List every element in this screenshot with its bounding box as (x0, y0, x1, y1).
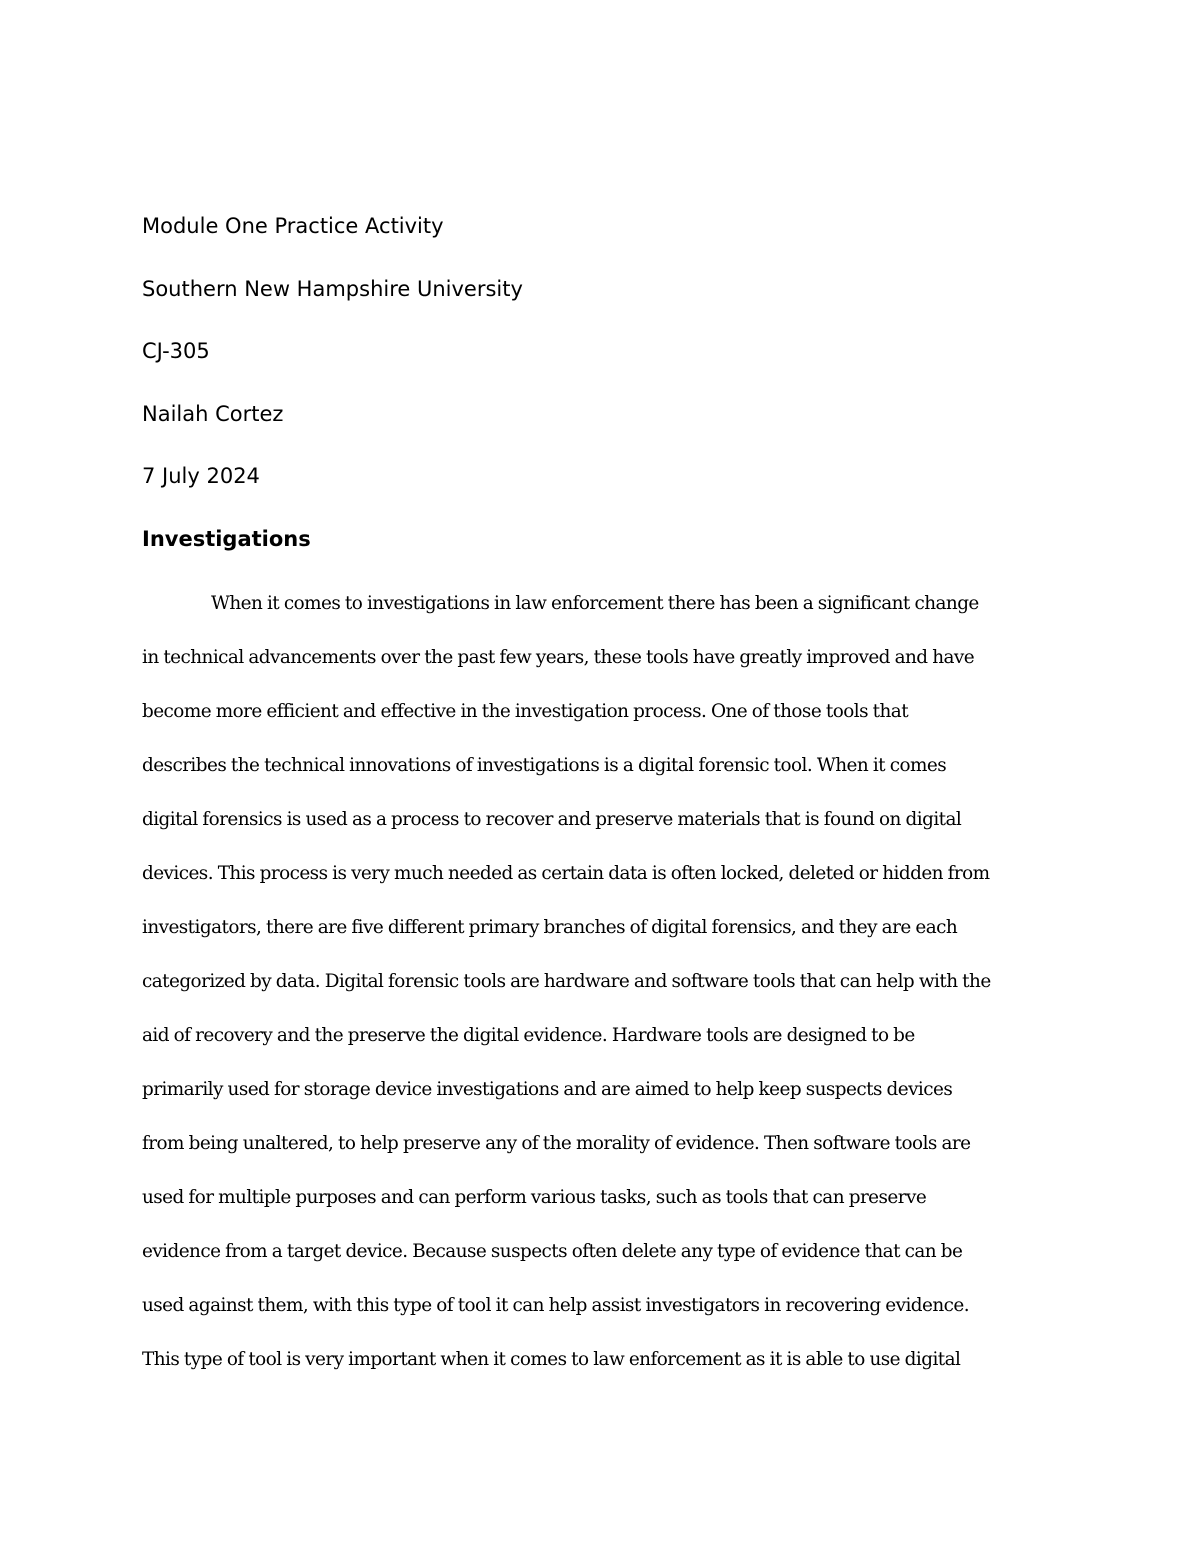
paragraph-line: from being unaltered, to help preserve any of the morality of evidence. Then software tools are (142, 1133, 971, 1154)
paragraph-line: aid of recovery and the preserve the digital evidence. Hardware tools are designed to be (142, 1025, 915, 1046)
paragraph-line: in technical advancements over the past few years, these tools have greatly improved and have (142, 647, 975, 668)
paragraph-line: investigators, there are five different primary branches of digital forensics, and they are each (142, 917, 958, 938)
title-page-block (142, 208, 1062, 558)
paragraph-line: This type of tool is very important when it comes to law enforcement as it is able to use digital (142, 1349, 961, 1370)
document-title: Module One Practice Activity (142, 214, 444, 238)
paragraph-line: used against them, with this type of tool it can help assist investigators in recovering evidence. (142, 1295, 969, 1316)
body-paragraph (142, 577, 1082, 1387)
section-heading: Investigations (142, 526, 311, 551)
document-date: 7 July 2024 (142, 464, 260, 489)
author-name: Nailah Cortez (142, 401, 284, 426)
paragraph-line: digital forensics is used as a process to recover and preserve materials that is found on digital (142, 809, 962, 830)
course-code: CJ-305 (142, 339, 210, 364)
paragraph-line: categorized by data. Digital forensic tools are hardware and software tools that can help with the (142, 971, 991, 992)
paragraph-line: describes the technical innovations of investigations is a digital forensic tool. When it comes (142, 755, 947, 776)
institution-name: Southern New Hampshire University (142, 276, 523, 301)
paragraph-line: used for multiple purposes and can perform various tasks, such as tools that can preserve (142, 1187, 927, 1208)
paragraph-line: evidence from a target device. Because suspects often delete any type of evidence that can be (142, 1241, 963, 1262)
paragraph-line: When it comes to investigations in law enforcement there has been a significant change (211, 593, 979, 614)
paragraph-line: primarily used for storage device investigations and are aimed to help keep suspects devices (142, 1079, 953, 1100)
paragraph-line: devices. This process is very much needed as certain data is often locked, deleted or hidden from (142, 863, 990, 884)
paragraph-line: become more efficient and effective in the investigation process. One of those tools that (142, 701, 909, 722)
